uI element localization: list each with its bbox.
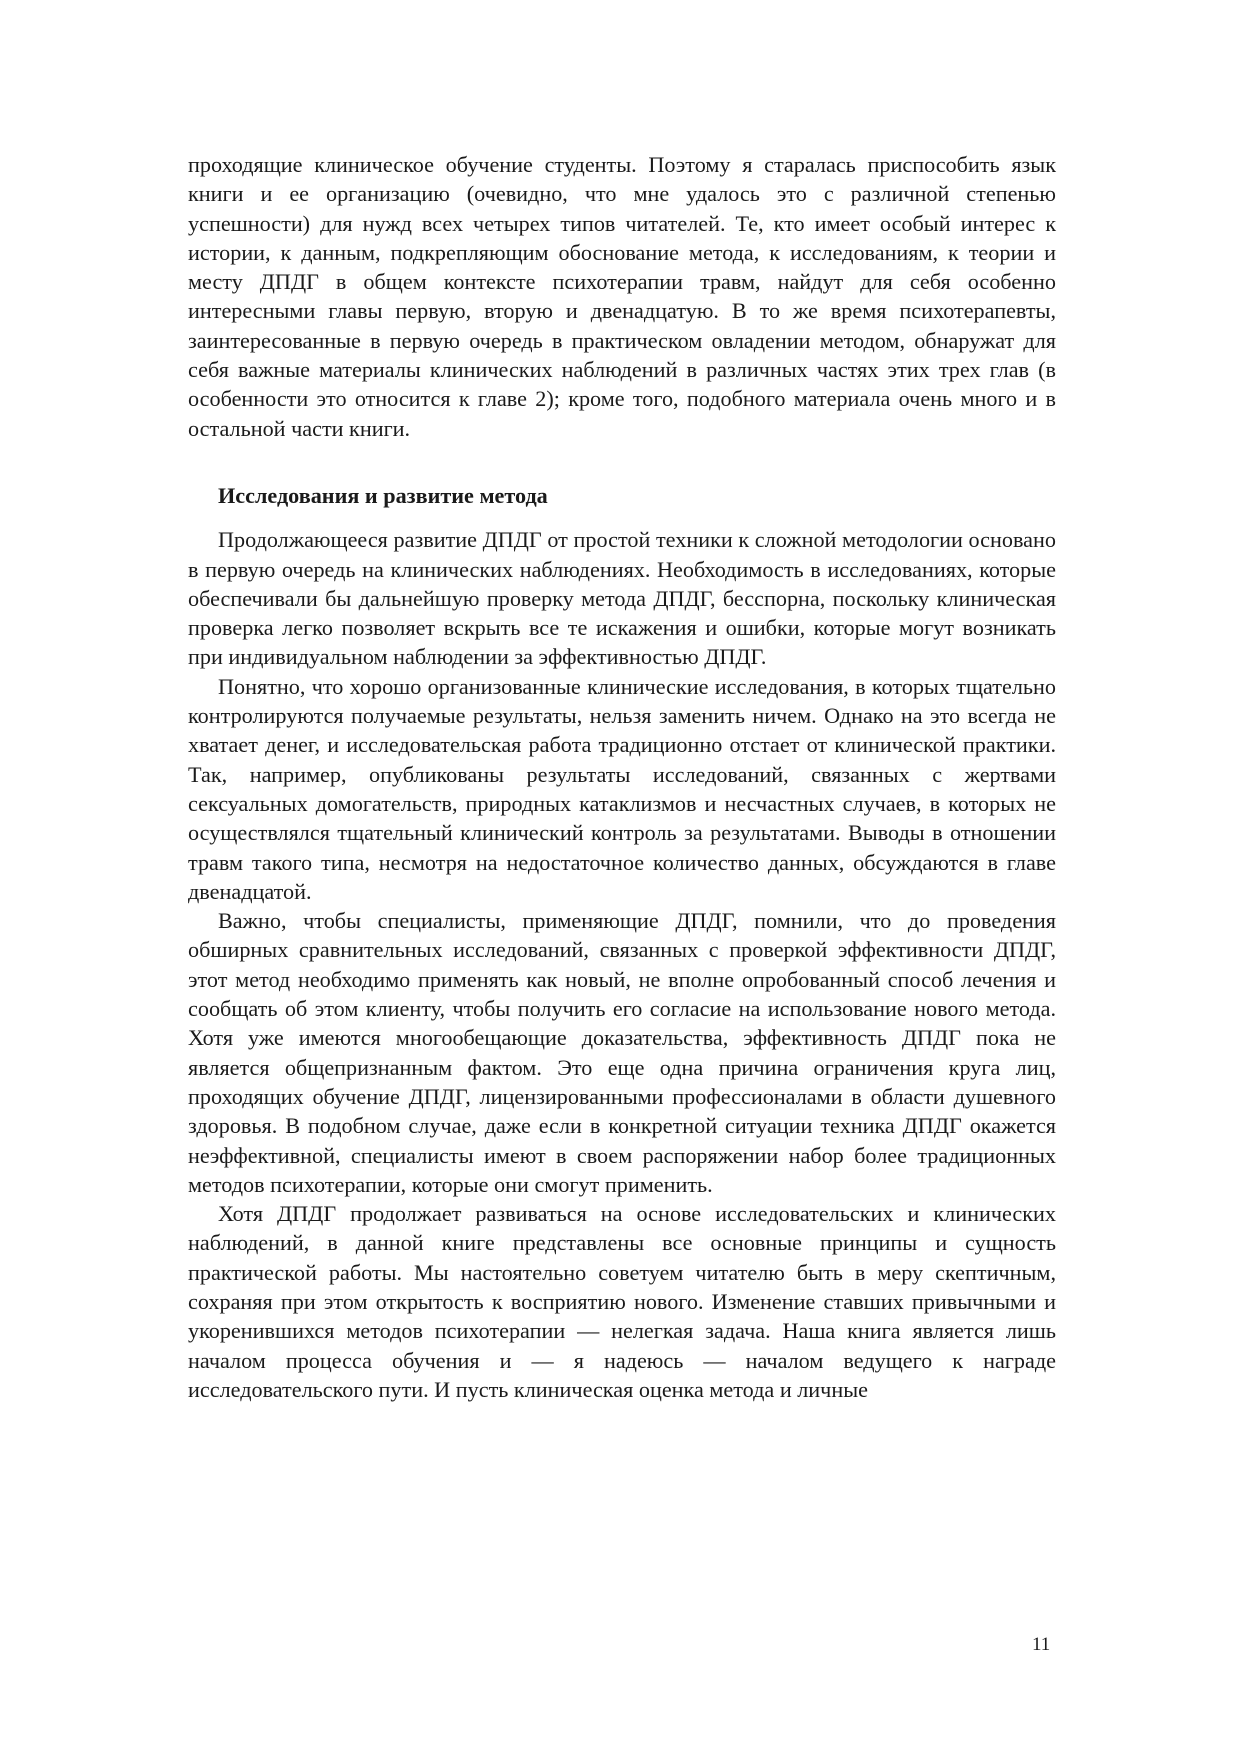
section-heading: Исследования и развитие метода <box>218 482 548 508</box>
page-body <box>188 150 1056 1404</box>
paragraph-development: Продолжающееся развитие ДПДГ от простой техники к сложной методологии основано в первую очередь на клинических наблюдениях. Необходимость в исследованиях, которые обеспечивали бы дальнейшую проверку метода ДПДГ, бесспорна, поскольку клиническая проверка легко позволяет вскрыть все те искажения и ошибки, которые могут возникать при индивидуальном наблюдении за эффективностью ДПДГ. <box>188 527 1056 670</box>
paragraph-clinical-research: Понятно, что хорошо организованные клинические исследования, в которых тщательно контролируются получаемые результаты, нельзя заменить ничем. Однако на это всегда не хватает денег, и исследовательская работа традиционно отстает от клинической практики. Так, например, опубликованы результаты исследований, связанных с жертвами сексуальных домогательств, природных катаклизмов и несчастных случаев, в которых не осуществлялся тщательный клинический контроль за результатами. Выводы в отношении травм такого типа, несмотря на недостаточное количество данных, обсуждаются в главе двенадцатой. <box>188 673 1056 904</box>
paragraph-intro: проходящие клиническое обучение студенты. Поэтому я старалась приспособить язык книги и ее организацию (очевидно, что мне удалось это с различной степенью успешности) для нужд всех четырех типов читателей. Те, кто имеет особый интерес к истории, к данным, подкрепляющим обоснование метода, к исследованиям, к теории и месту ДПДГ в общем контексте психотерапии травм, найдут для себя особенно интересными главы первую, вторую и двенадцатую. В то же время психотерапевты, заинтересованные в первую очередь в практическом овладении методом, обнаружат для себя важные материалы клинических наблюдений в различных частях этих трех глав (в особенности это относится к главе 2); кроме того, подобного материала очень много и в остальной части книги. <box>188 152 1056 441</box>
page-number: 11 <box>1032 1634 1051 1655</box>
paragraph-caution: Важно, чтобы специалисты, применяющие ДПДГ, помнили, что до проведения обширных сравнительных исследований, связанных с проверкой эффективности ДПДГ, этот метод необходимо применять как новый, не вполне опробованный способ лечения и сообщать об этом клиенту, чтобы получить его согласие на использование нового метода. Хотя уже имеются многообещающие доказательства, эффективность ДПДГ пока не является общепризнанным фактом. Это еще одна причина ограничения круга лиц, проходящих обучение ДПДГ, лицензированными профессионалами в области душевного здоровья. В подобном случае, даже если в конкретной ситуации техника ДПДГ окажется неэффективной, специалисты имеют в своем распоряжении набор более традиционных методов психотерапии, которые они смогут применить. <box>188 908 1056 1197</box>
paragraph-book-scope: Хотя ДПДГ продолжает развиваться на основе исследовательских и клинических наблюдений, в данной книге представлены все основные принципы и сущность практической работы. Мы настоятельно советуем читателю быть в меру скептичным, сохраняя при этом открытость к восприятию нового. Изменение ставших привычными и укоренившихся методов психотерапии — нелегкая задача. Наша книга является лишь началом процесса обучения и — я надеюсь — началом ведущего к награде исследовательского пути. И пусть клиническая оценка метода и личные <box>188 1201 1056 1402</box>
